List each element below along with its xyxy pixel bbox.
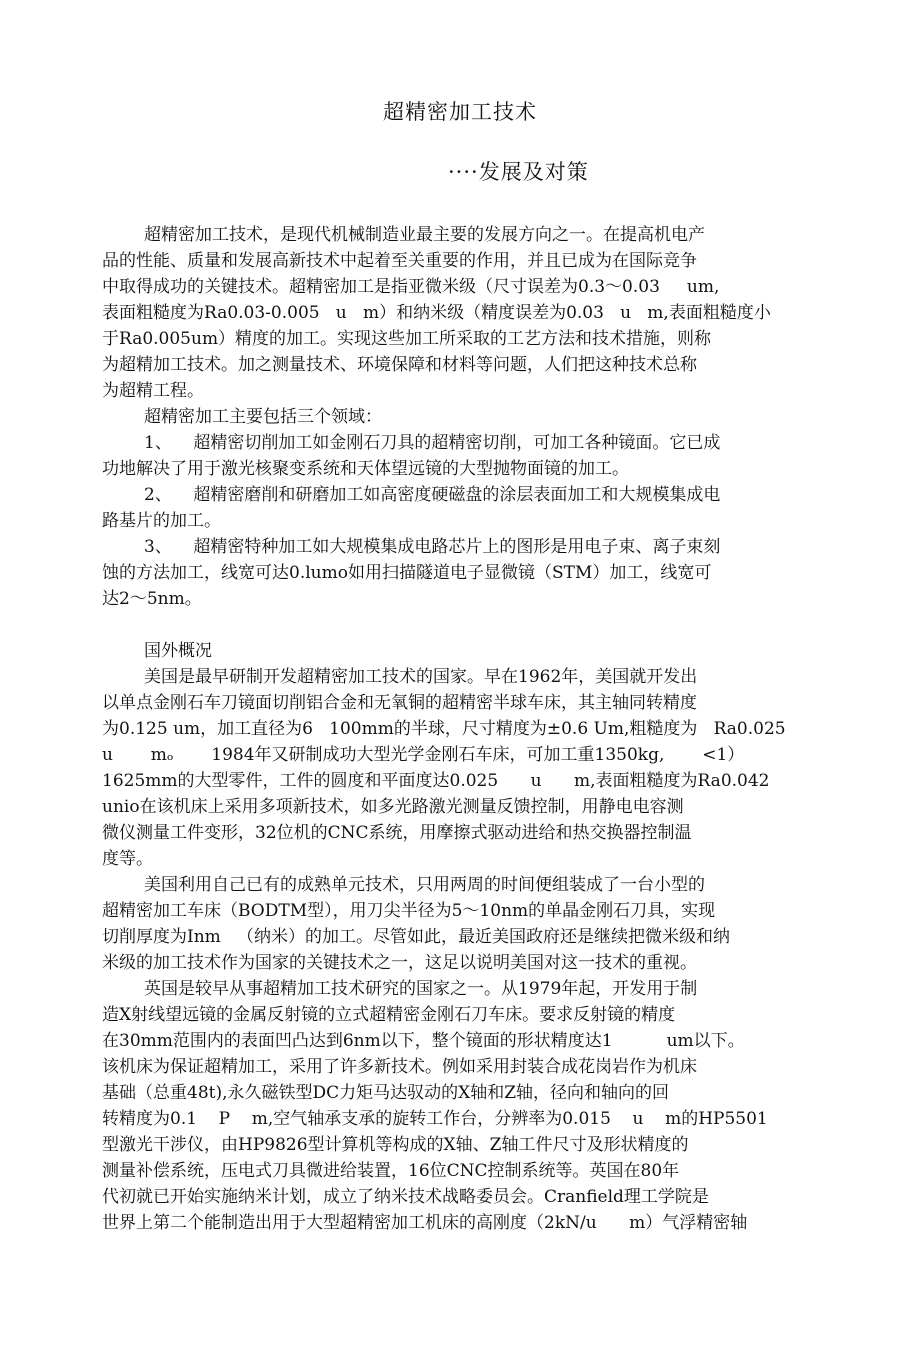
text-line: 度等。 bbox=[102, 849, 153, 869]
text-line: 于Ra0.005um）精度的加工。实现这些加工所采取的工艺方法和技术措施，则称 bbox=[102, 329, 712, 349]
text-line: 世界上第二个能制造出用于大型超精密加工机床的高刚度（2kN/u m）气浮精密轴 bbox=[102, 1213, 748, 1233]
text-line: 蚀的方法加工，线宽可达0.lumo如用扫描隧道电子显微镜（STM）加工，线宽可 bbox=[102, 563, 712, 583]
paragraph-uk bbox=[102, 976, 822, 1236]
text-line: 米级的加工技术作为国家的关键技术之一，这足以说明美国对这一技术的重视。 bbox=[102, 953, 697, 973]
text-line: 型激光干涉仪，由HP9826型计算机等构成的X轴、Z轴工件尺寸及形状精度的 bbox=[102, 1135, 689, 1155]
text-line: 微仪测量工件变形，32位机的CNC系统，用摩擦式驱动进给和热交换器控制温 bbox=[102, 823, 692, 843]
text-line: 为0.125 um，加工直径为6 100mm的半球，尺寸精度为±0.6 Um,粗糙度为 Ra0.025 bbox=[102, 719, 786, 739]
text-line: 测量补偿系统，压电式刀具微进给装置，16位CNC控制系统等。英国在80年 bbox=[102, 1161, 680, 1181]
text-line: 切削厚度为Inm （纳米）的加工。尽管如此，最近美国政府还是继续把微米级和纳 bbox=[102, 927, 730, 947]
text-line: 为超精工程。 bbox=[102, 381, 204, 401]
document-subtitle: ····发展及对策 bbox=[448, 160, 589, 184]
text-line: 超精密加工车床（BODTM型），用刀尖半径为5～10nm的单晶金刚石刀具，实现 bbox=[102, 901, 716, 921]
paragraph-field-1 bbox=[102, 430, 822, 482]
paragraph-field-2 bbox=[102, 482, 822, 534]
text-line bbox=[102, 612, 822, 638]
text-line: 美国利用自己已有的成熟单元技术，只用两周的时间便组装成了一台小型的 bbox=[144, 875, 705, 895]
text-line: 功地解决了用于激光核聚变系统和天体望远镜的大型抛物面镜的加工。 bbox=[102, 459, 629, 479]
text-line: 2、 超精密磨削和研磨加工如高密度硬磁盘的涂层表面加工和大规模集成电 bbox=[144, 485, 721, 505]
text-line: 美国是最早研制开发超精密加工技术的国家。早在1962年，美国就开发出 bbox=[144, 667, 698, 687]
text-line: 品的性能、质量和发展高新技术中起着至关重要的作用，并且已成为在国际竞争 bbox=[102, 251, 697, 271]
text-line: 以单点金刚石车刀镜面切削铝合金和无氧铜的超精密半球车床，其主轴同转精度 bbox=[102, 693, 697, 713]
text-line: 3、 超精密特种加工如大规模集成电路芯片上的图形是用电子束、离子束刻 bbox=[144, 537, 721, 557]
text-line: 在30mm范围内的表面凹凸达到6nm以下，整个镜面的形状精度达1 um以下。 bbox=[102, 1031, 745, 1051]
text-line: 路基片的加工。 bbox=[102, 511, 221, 531]
text-line: 为超精加工技术。加之测量技术、环境保障和材料等问题，人们把这种技术总称 bbox=[102, 355, 697, 375]
text-line: 1625mm的大型零件，工件的圆度和平面度达0.025 u m,表面粗糙度为Ra0.042 bbox=[102, 771, 770, 791]
text-line: 基础（总重48t),永久磁铁型DC力矩马达驭动的X轴和Z轴，径向和轴向的回 bbox=[102, 1083, 670, 1103]
text-line: 达2～5nm。 bbox=[102, 589, 202, 609]
document-title: 超精密加工技术 bbox=[383, 100, 537, 124]
text-line: 1、 超精密切削加工如金刚石刀具的超精密切削，可加工各种镜面。它已成 bbox=[144, 433, 721, 453]
text-line: 表面粗糙度为Ra0.03-0.005 u m）和纳米级（精度误差为0.03 u m,表面粗糙度小 bbox=[102, 303, 771, 323]
text-line: u mₒ 1984年又研制成功大型光学金刚石车床，可加工重1350kg, <1） bbox=[102, 745, 745, 765]
text-line: 超精密加工主要包括三个领域： bbox=[144, 407, 382, 427]
text-line: 造X射线望远镜的金属反射镜的立式超精密金刚石刀车床。要求反射镜的精度 bbox=[102, 1005, 676, 1025]
paragraph-fields-heading bbox=[102, 404, 822, 430]
paragraph-intro bbox=[102, 222, 822, 404]
text-line: 国外概况 bbox=[144, 641, 212, 661]
paragraph-usa-2 bbox=[102, 872, 822, 976]
document-body bbox=[102, 222, 822, 1236]
text-line: 超精密加工技术，是现代机械制造业最主要的发展方向之一。在提高机电产 bbox=[144, 225, 705, 245]
text-line: 英国是较早从事超精加工技术研究的国家之一。从1979年起，开发用于制 bbox=[144, 979, 698, 999]
text-line: 代初就已开始实施纳米计划，成立了纳米技术战略委员会。Cranfield理工学院是 bbox=[102, 1187, 709, 1207]
text-line: 转精度为0.1 P m,空气轴承支承的旋转工作台，分辨率为0.015 u m的HP5501 bbox=[102, 1109, 768, 1129]
paragraph-spacer bbox=[102, 612, 822, 638]
text-line: 该机床为保证超精加工，采用了许多新技术。例如采用封装合成花岗岩作为机床 bbox=[102, 1057, 697, 1077]
paragraph-field-3 bbox=[102, 534, 822, 612]
paragraph-overseas-heading bbox=[102, 638, 822, 664]
text-line: 中取得成功的关键技术。超精密加工是指亚微米级（尺寸误差为0.3～0.03 um, bbox=[102, 277, 720, 297]
text-line: unio在该机床上采用多项新技术，如多光路激光测量反馈控制，用静电电容测 bbox=[102, 797, 684, 817]
paragraph-usa-1 bbox=[102, 664, 822, 872]
